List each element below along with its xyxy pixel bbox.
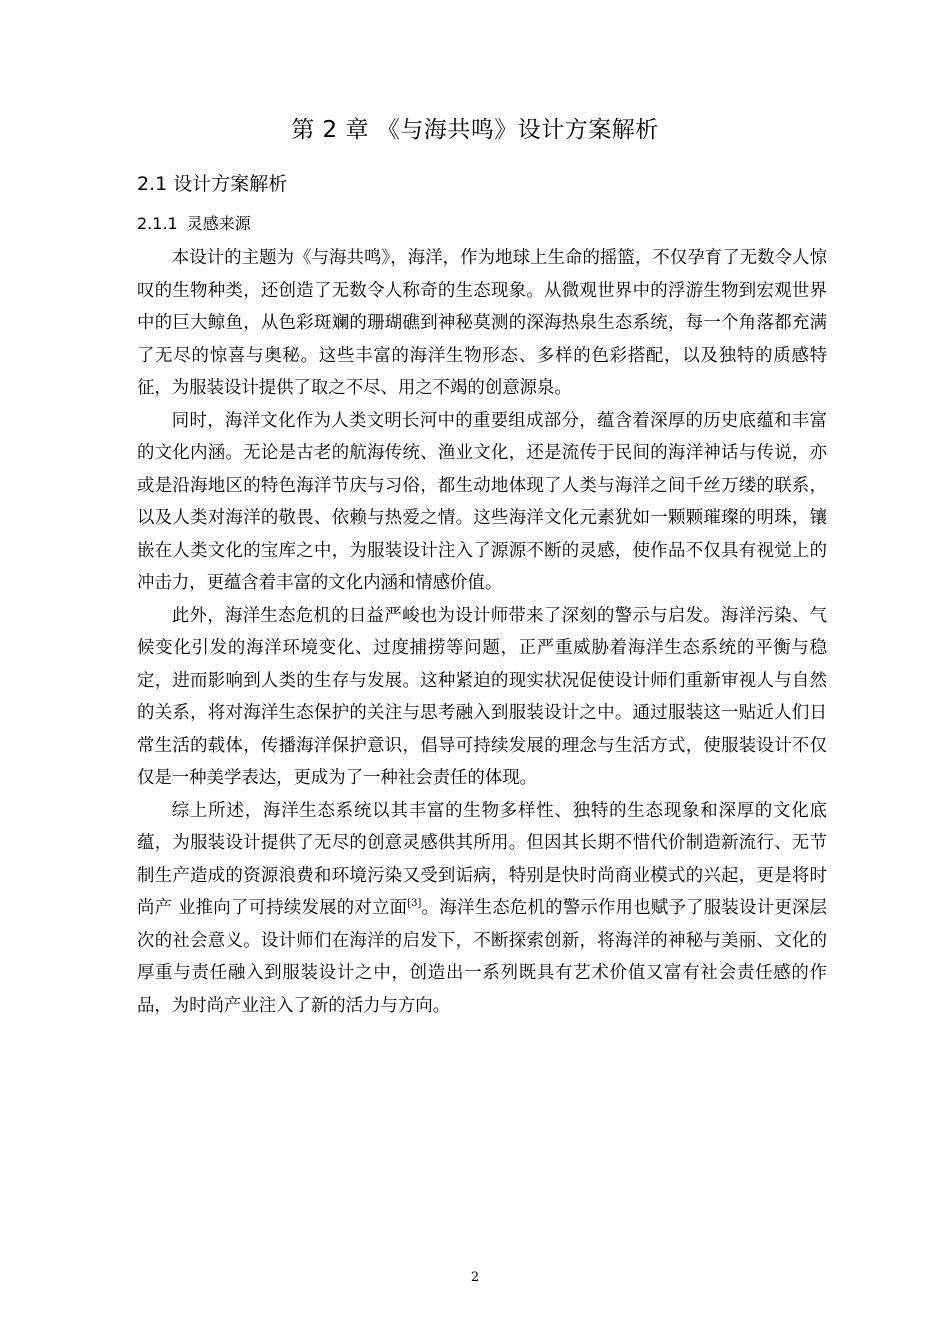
subsection-heading <box>137 210 251 238</box>
chapter-title: 第 2 章 《与海共鸣》设计方案解析 <box>291 117 659 143</box>
paragraph-4-text-before: 综上所述，海洋生态系统以其丰富的生物多样性、独特的生态现象和深厚的文化底蕴，为服装设计提供了无尽的创意灵感供其所用。但因其长期不惜代价制造新流行、无节制生产造成的资源浪费和环境污染又受到诟病，特别是快时尚商业模式的兴起，更是将时尚产 业推向了可持续发展的对立面 <box>137 800 827 918</box>
body-text <box>137 242 827 1022</box>
page-number: 2 <box>470 1270 480 1285</box>
paragraph-4-text-after: 。海洋生态危机的警示作用也赋予了服装设计更深层次的社会意义。设计师们在海洋的启发下，不断探索创新，将海洋的神秘与美丽、文化的厚重与责任融入到服装设计之中，创造出一系列既具有艺术价值又富有社会责任感的作品，为时尚产业注入了新的活力与方向。 <box>137 898 827 1016</box>
paragraph-2: 同时，海洋文化作为人类文明长河中的重要组成部分，蕴含着深厚的历史底蕴和丰富的文化内涵。无论是古老的航海传统、渔业文化，还是流传于民间的海洋神话与传说，亦或是沿海地区的特色海洋节庆与习俗，都生动地体现了人类与海洋之间千丝万缕的联系，以及人类对海洋的敬畏、依赖与热爱之情。这些海洋文化元素犹如一颗颗璀璨的明珠，镶嵌在人类文化的宝库之中，为服装设计注入了源源不断的灵感，使作品不仅具有视觉上的冲击力，更蕴含着丰富的文化内涵和情感价值。 <box>137 410 827 593</box>
paragraph-1: 本设计的主题为《与海共鸣》，海洋，作为地球上生命的摇篮，不仅孕育了无数令人惊叹的生物种类，还创造了无数令人称奇的生态现象。从微观世界中的浮游生物到宏观世界中的巨大鲸鱼，从色彩斑斓的珊瑚礁到神秘莫测的深海热泉生态系统，每一个角落都充满了无尽的惊喜与奥秘。这些丰富的海洋生物形态、多样的色彩搭配，以及独特的质感特征，为服装设计提供了取之不尽、用之不竭的创意源泉。 <box>137 248 827 398</box>
paragraph-4 <box>137 795 827 1023</box>
section-title: 2.1 设计方案解析 <box>137 173 288 195</box>
subsection-number: 2.1.1 <box>137 214 178 233</box>
subsection-title: 灵感来源 <box>186 214 251 233</box>
paragraph-3: 此外，海洋生态危机的日益严峻也为设计师带来了深刻的警示与启发。海洋污染、气候变化引发的海洋环境变化、过度捕捞等问题，正严重威胁着海洋生态系统的平衡与稳定，进而影响到人类的生存与发展。这种紧迫的现实状况促使设计师们重新审视人与自然的关系，将对海洋生态保护的关注与思考融入到服装设计之中。通过服装这一贴近人们日常生活的载体，传播海洋保护意识，倡导可持续发展的理念与生活方式，使服装设计不仅仅是一种美学表达，更成为了一种社会责任的体现。 <box>137 605 827 788</box>
citation-reference: [3] <box>407 898 422 909</box>
